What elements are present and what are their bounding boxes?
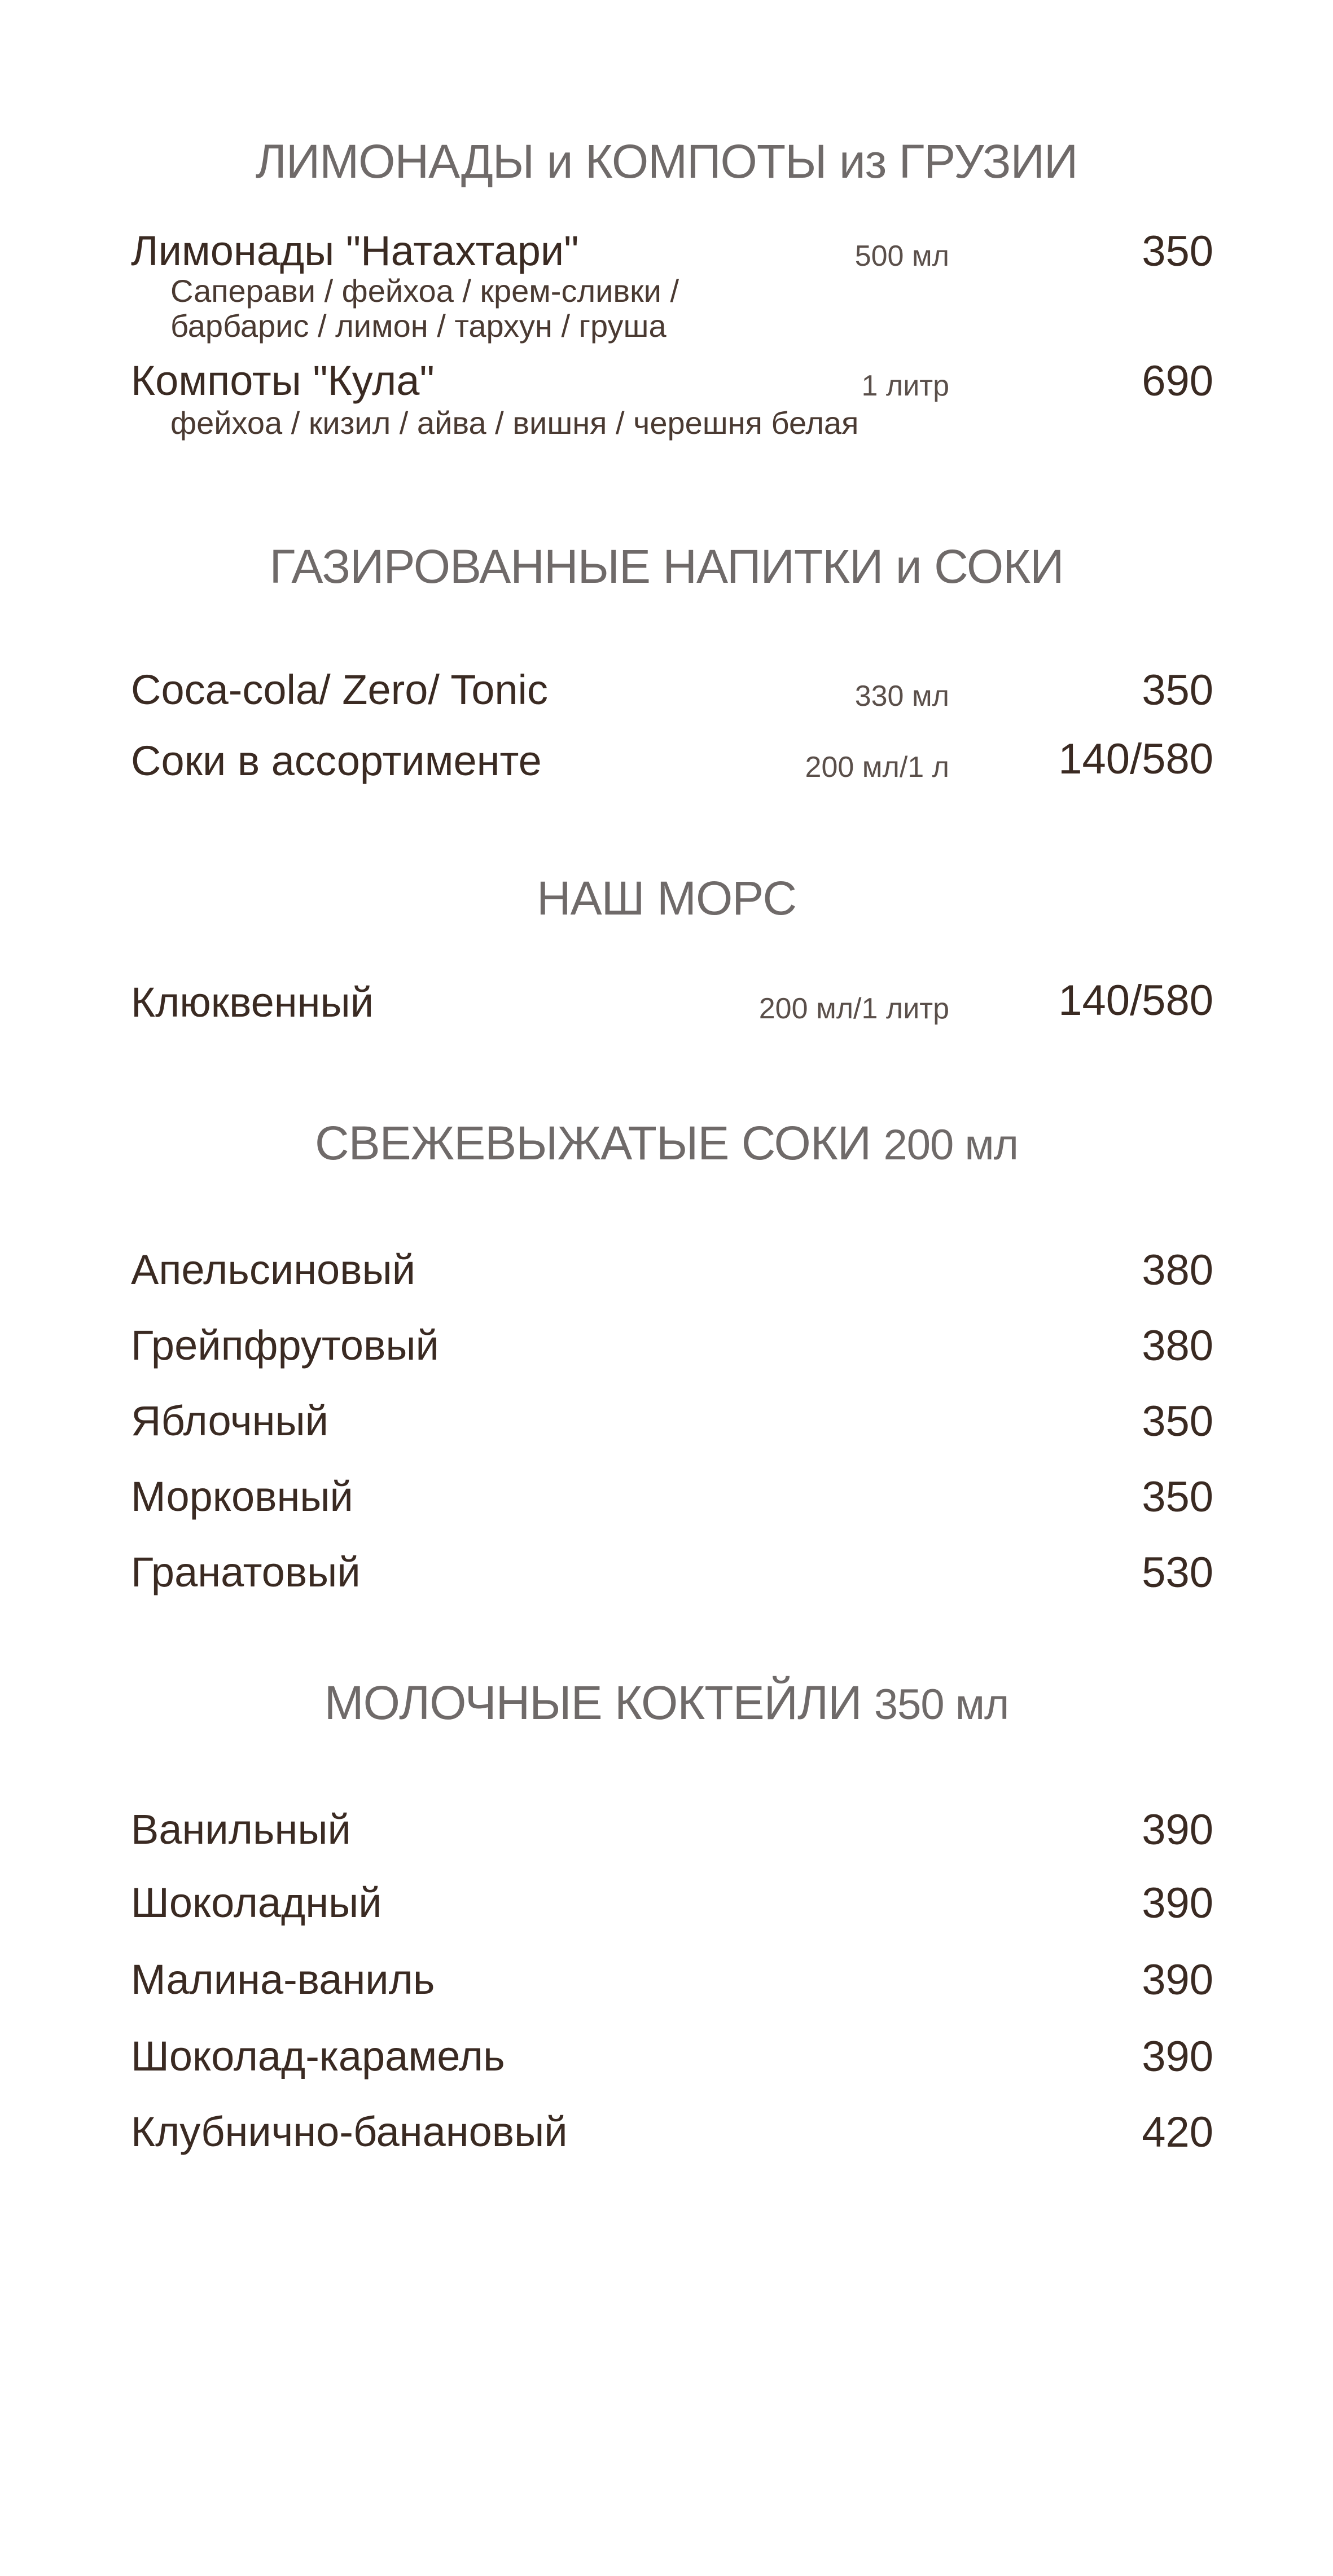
item-description-line: фейхоа / кизил / айва / вишня / черешня белая bbox=[170, 405, 859, 441]
item-name-chocolate: Шоколадный bbox=[131, 1879, 382, 1926]
item-price-carrot: 350 bbox=[1142, 1473, 1213, 1521]
item-price-orange: 380 bbox=[1142, 1246, 1213, 1294]
item-description-line: Саперави / фейхоа / крем-сливки / bbox=[170, 273, 679, 309]
item-price-juices: 140/580 bbox=[1058, 735, 1213, 783]
item-name-strawberry-banana: Клубнично-банановый bbox=[131, 2108, 568, 2155]
item-name-kula: Компоты "Кула" bbox=[131, 357, 435, 404]
section-title-text: НАШ МОРС bbox=[536, 872, 797, 925]
section-title-fresh-juices bbox=[0, 1116, 1333, 1171]
section-title-text: ЛИМОНАДЫ и КОМПОТЫ из ГРУЗИИ bbox=[255, 135, 1078, 188]
item-name-pomegranate: Гранатовый bbox=[131, 1549, 361, 1595]
item-volume-coca-cola: 330 мл bbox=[854, 680, 949, 713]
item-price-pomegranate: 530 bbox=[1142, 1549, 1213, 1597]
section-title-text: СВЕЖЕВЫЖАТЫЕ СОКИ bbox=[314, 1116, 871, 1170]
section-title-text: ГАЗИРОВАННЫЕ НАПИТКИ и СОКИ bbox=[269, 540, 1064, 593]
item-price-coca-cola: 350 bbox=[1142, 666, 1213, 714]
item-name-coca-cola: Coca-cola/ Zero/ Tonic bbox=[131, 666, 548, 713]
item-volume-natakhtari: 500 мл bbox=[854, 240, 949, 272]
item-price-strawberry-banana: 420 bbox=[1142, 2108, 1213, 2156]
item-name-vanilla: Ванильный bbox=[131, 1806, 351, 1853]
section-title-lemonades bbox=[0, 134, 1333, 189]
section-title-volume: 350 мл bbox=[874, 1681, 1009, 1729]
item-name-natakhtari: Лимонады "Натахтари" bbox=[131, 227, 579, 274]
item-name-raspberry-vanilla: Малина-ваниль bbox=[131, 1956, 435, 2003]
item-price-kula: 690 bbox=[1142, 357, 1213, 405]
item-name-chocolate-caramel: Шоколад-карамель bbox=[131, 2033, 505, 2080]
item-volume-kula: 1 литр bbox=[861, 370, 949, 402]
item-price-natakhtari: 350 bbox=[1142, 227, 1213, 275]
item-price-grapefruit: 380 bbox=[1142, 1322, 1213, 1370]
item-price-apple: 350 bbox=[1142, 1397, 1213, 1445]
item-name-cranberry: Клюквенный bbox=[131, 979, 374, 1026]
item-price-vanilla: 390 bbox=[1142, 1806, 1213, 1854]
item-price-chocolate-caramel: 390 bbox=[1142, 2033, 1213, 2081]
item-price-cranberry: 140/580 bbox=[1058, 977, 1213, 1025]
item-name-grapefruit: Грейпфрутовый bbox=[131, 1322, 439, 1369]
section-title-soft-drinks bbox=[0, 539, 1333, 594]
item-name-apple: Яблочный bbox=[131, 1397, 328, 1444]
item-name-juices: Соки в ассортименте bbox=[131, 737, 542, 784]
section-title-mors bbox=[0, 871, 1333, 926]
item-volume-juices: 200 мл/1 л bbox=[805, 751, 949, 784]
section-title-text: МОЛОЧНЫЕ КОКТЕЙЛИ bbox=[324, 1676, 862, 1729]
item-volume-cranberry: 200 мл/1 литр bbox=[758, 992, 949, 1025]
item-name-orange: Апельсиновый bbox=[131, 1246, 416, 1293]
section-title-milkshakes bbox=[0, 1676, 1333, 1730]
item-description-line: барбарис / лимон / тархун / груша bbox=[170, 308, 666, 344]
section-title-volume: 200 мл bbox=[883, 1121, 1019, 1169]
item-name-carrot: Морковный bbox=[131, 1473, 353, 1520]
item-price-chocolate: 390 bbox=[1142, 1879, 1213, 1927]
item-price-raspberry-vanilla: 390 bbox=[1142, 1956, 1213, 2004]
